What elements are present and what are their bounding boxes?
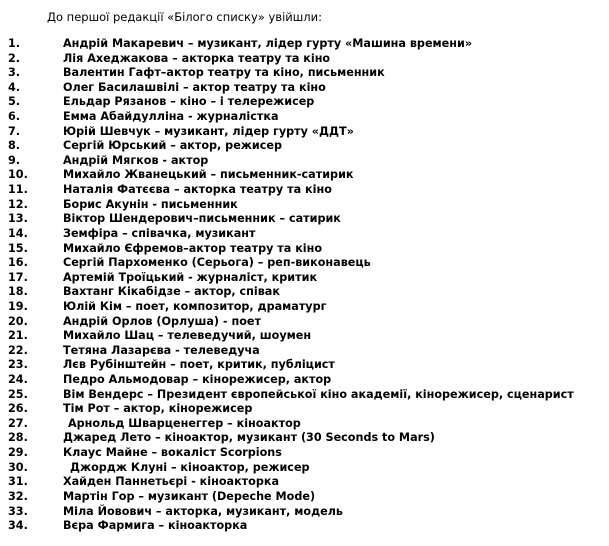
list-item <box>0 139 609 154</box>
list-item-number: 6. <box>8 110 21 124</box>
list-item <box>0 183 609 198</box>
list-item-text: Борис Акунін - письменник <box>63 197 238 211</box>
list-item-number: 20. <box>8 314 28 328</box>
list-item-text: Андрій Макаревич – музикант, лідер гурту «Машина времени» <box>63 37 473 50</box>
list-item-text: Хайден Паннетьєрі - кіноакторка <box>63 475 279 489</box>
list-item-number: 2. <box>8 51 21 65</box>
list-item <box>0 373 609 388</box>
list-item <box>0 388 609 403</box>
list-item <box>0 358 609 373</box>
white-list <box>0 37 609 534</box>
list-item-text: Андрій Орлов (Орлуша) - поет <box>63 314 261 328</box>
list-item-number: 26. <box>8 402 28 416</box>
list-item-number: 27. <box>8 416 28 430</box>
list-item-number: 19. <box>8 299 28 313</box>
list-item-number: 14. <box>8 226 28 240</box>
list-item-number: 21. <box>8 329 28 343</box>
list-item-number: 17. <box>8 270 28 284</box>
list-item-text: Лєв Рубінштейн – поет, критик, публіцист <box>63 358 335 372</box>
list-item-text: Джордж Клуні – кіноактор, режисер <box>70 460 310 474</box>
list-item-text: Мартін Гор – музикант (Depeche Mode) <box>63 489 316 503</box>
list-item-number: 29. <box>8 446 28 460</box>
list-item <box>0 227 609 242</box>
list-item-number: 23. <box>8 358 28 372</box>
list-item <box>0 490 609 505</box>
list-item-text: Наталія Фатєєва – акторка театру та кіно <box>63 183 332 197</box>
list-item <box>0 168 609 183</box>
list-item-number: 16. <box>8 256 28 270</box>
list-item-number: 13. <box>8 212 28 226</box>
intro-text: До першої редакції «Білого списку» увійшли: <box>47 10 322 24</box>
list-item-number: 18. <box>8 285 28 299</box>
list-item-number: 3. <box>8 66 21 80</box>
list-item-number: 10. <box>8 168 28 182</box>
list-item <box>0 417 609 432</box>
list-item <box>0 110 609 125</box>
list-item-text: Юлій Кім – поет, композитор, драматург <box>63 299 327 313</box>
list-item-text: Міла Йовович – акторка, музикант, модель <box>63 504 344 518</box>
list-item-text: Вєра Фармига – кіноакторка <box>63 519 248 533</box>
list-item-text: Тетяна Лазарєва - телеведуча <box>63 343 260 357</box>
list-item-number: 9. <box>8 153 21 167</box>
list-item <box>0 344 609 359</box>
list-item-text: Ельдар Рязанов – кіно – і телережисер <box>63 95 315 109</box>
list-item-text: Михайло Жванецький – письменник-сатирик <box>63 168 354 182</box>
list-item <box>0 505 609 520</box>
list-item-text: Сергій Пархоменко (Серьога) – реп-виконавець <box>63 256 371 270</box>
list-item-text: Емма Абайдулліна - журналістка <box>63 110 279 124</box>
list-item <box>0 66 609 81</box>
list-item-number: 11. <box>8 183 28 197</box>
list-item-text: Михайло Єфремов–актор театру та кіно <box>63 241 323 255</box>
list-item-text: Клаус Майне – вокаліст Scorpions <box>63 446 282 460</box>
list-item-text: Артемій Троїцький - журналіст, критик <box>63 270 318 284</box>
list-item <box>0 315 609 330</box>
list-item-number: 33. <box>8 504 28 518</box>
list-item-number: 4. <box>8 80 21 94</box>
list-item-number: 12. <box>8 197 28 211</box>
list-item <box>0 154 609 169</box>
list-item-text: Михайло Шац – телеведучий, шоумен <box>63 329 312 343</box>
list-item-text: Вім Вендерс – Президент європейської кіно академії, кінорежисер, сценарист <box>63 387 574 401</box>
list-item <box>0 285 609 300</box>
list-item <box>0 475 609 490</box>
list-item-text: Лія Ахеджакова – акторка театру та кіно <box>63 51 331 65</box>
list-item-text: Валентин Гафт–актор театру та кіно, письменник <box>63 66 385 80</box>
list-item-text: Сергій Юрський – актор, режисер <box>63 139 282 153</box>
list-item-number: 28. <box>8 431 28 445</box>
list-item-number: 25. <box>8 387 28 401</box>
list-item-number: 8. <box>8 139 21 153</box>
list-item-text: Андрій Мягков - актор <box>63 153 209 167</box>
list-item <box>0 446 609 461</box>
list-item-number: 22. <box>8 343 28 357</box>
list-item <box>0 461 609 476</box>
list-item-text: Віктор Шендерович–письменник – сатирик <box>63 212 341 226</box>
list-item-text: Педро Альмодовар – кінорежисер, актор <box>63 373 332 387</box>
list-item <box>0 212 609 227</box>
list-item-number: 32. <box>8 489 28 503</box>
list-item-number: 7. <box>8 124 21 138</box>
list-item-text: Тім Рот – актор, кінорежисер <box>63 402 253 416</box>
list-item-text: Арнольд Шварценеггер – кіноактор <box>68 416 301 430</box>
list-item <box>0 242 609 257</box>
list-item-number: 31. <box>8 475 28 489</box>
list-item <box>0 519 609 534</box>
list-item-text: Земфіра – співачка, музикант <box>63 226 256 240</box>
list-item <box>0 198 609 213</box>
list-item <box>0 300 609 315</box>
list-item <box>0 125 609 140</box>
list-item <box>0 431 609 446</box>
list-item <box>0 95 609 110</box>
list-item-number: 24. <box>8 373 28 387</box>
list-item <box>0 52 609 67</box>
list-item-number: 5. <box>8 95 21 109</box>
list-item <box>0 256 609 271</box>
list-item-number: 30. <box>8 460 28 474</box>
list-item-text: Джаред Лето – кіноактор, музикант (30 Seconds to Mars) <box>63 431 435 445</box>
list-item <box>0 402 609 417</box>
list-item-text: Олег Басилашвілі – актор театру та кіно <box>63 80 326 94</box>
list-item <box>0 81 609 96</box>
list-item <box>0 329 609 344</box>
list-item-text: Юрій Шевчук – музикант, лідер гурту «ДДТ» <box>63 124 354 138</box>
list-item-text: Вахтанг Кікабідзе – актор, співак <box>63 285 280 299</box>
list-item-number: 34. <box>8 519 28 533</box>
list-item <box>0 37 609 52</box>
list-item <box>0 271 609 286</box>
list-item-number: 15. <box>8 241 28 255</box>
list-item-number: 1. <box>8 37 21 50</box>
